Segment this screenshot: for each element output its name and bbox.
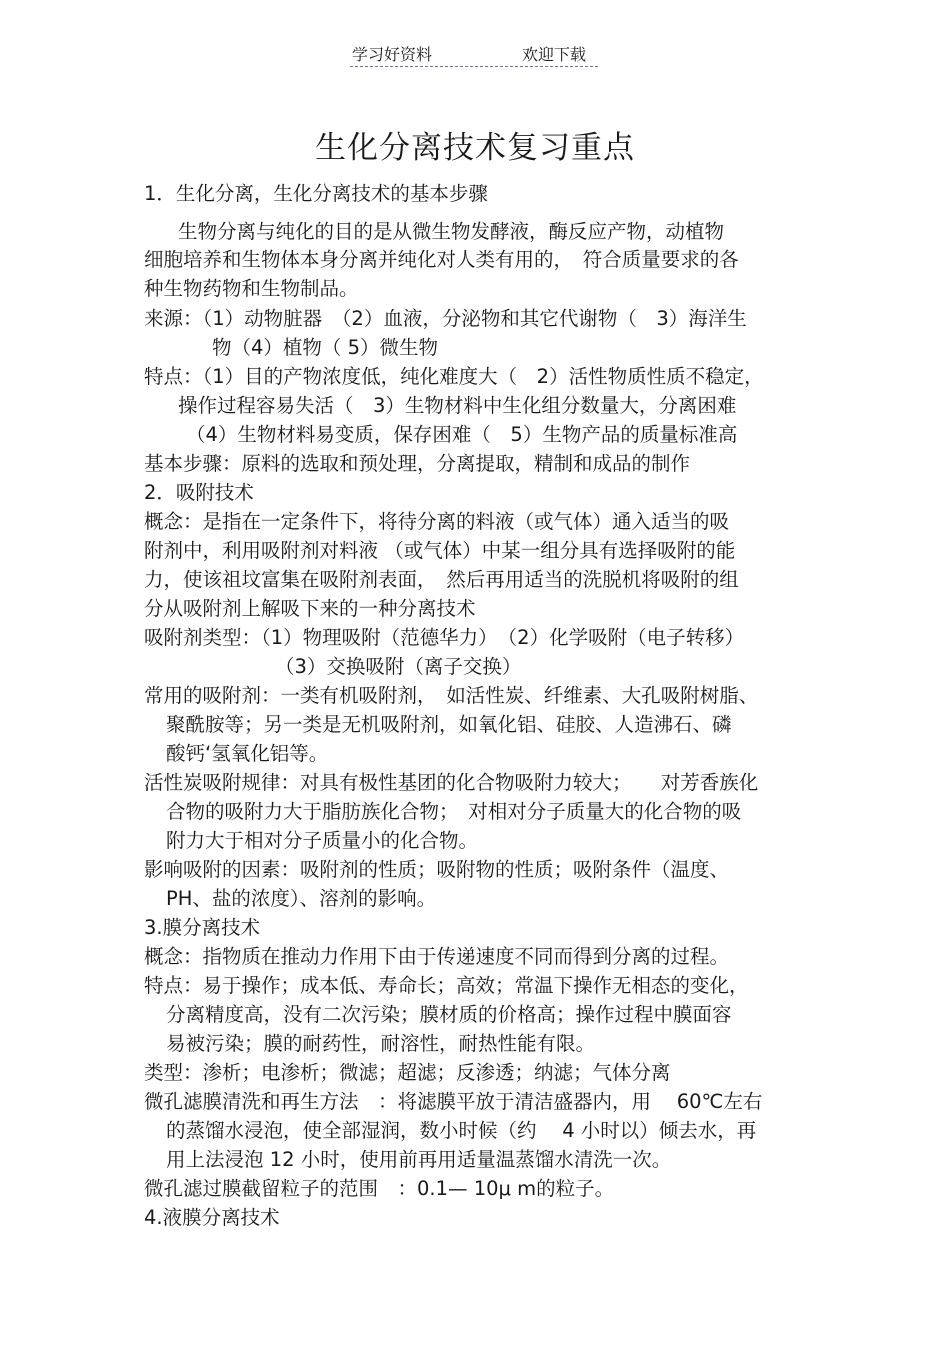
text-line: 基本步骤：原料的选取和预处理，分离提取，精制和成品的制作 xyxy=(144,452,691,475)
text-line: 用上法浸泡 12 小时，使用前再用适量温蒸馏水清洗一次。 xyxy=(166,1148,672,1171)
text-line: 操作过程容易失活（ 3）生物材料中生化组分数量大，分离困难 xyxy=(178,394,737,417)
section-heading-1: 1．生化分离，生化分离技术的基本步骤 xyxy=(144,182,488,205)
text-line: 类型：渗析；电渗析；微滤；超滤；反渗透；纳滤；气体分离 xyxy=(144,1061,671,1084)
text-line: 力，使该祖坟富集在吸附剂表面， 然后再用适当的洗脱机将吸附的组 xyxy=(144,568,739,591)
document-title: 生化分离技术复习重点 xyxy=(315,130,635,166)
header-left-text: 学习好资料 xyxy=(352,45,433,64)
page-header xyxy=(350,42,598,67)
text-line: 物（4）植物（ 5）微生物 xyxy=(212,336,439,359)
text-line: （4）生物材料易变质，保存困难（ 5）生物产品的质量标准高 xyxy=(186,423,738,446)
text-line: PH、盐的浓度）、溶剂的影响。 xyxy=(166,887,437,910)
text-line: 生物分离与纯化的目的是从微生物发酵液，酶反应产物，动植物 xyxy=(178,220,725,243)
text-line: 附剂中，利用吸附剂对料液 （或气体）中某一组分具有选择吸附的能 xyxy=(144,539,736,562)
text-line: 附力大于相对分子质量小的化合物。 xyxy=(166,829,479,852)
text-line: 分离精度高，没有二次污染；膜材质的价格高；操作过程中膜面容 xyxy=(166,1003,732,1026)
text-line: 聚酰胺等；另一类是无机吸附剂，如氧化铝、硅胶、人造沸石、磷 xyxy=(166,713,732,736)
text-line: （3）交换吸附（离子交换） xyxy=(275,655,522,678)
section-heading-2: 2．吸附技术 xyxy=(144,481,254,504)
text-line: 种生物药物和生物制品。 xyxy=(144,277,359,300)
text-line: 吸附剂类型：（1）物理吸附（范德华力） （2）化学吸附（电子转移） xyxy=(144,626,745,649)
text-line: 分从吸附剂上解吸下来的一种分离技术 xyxy=(144,597,476,620)
header-right-text: 欢迎下载 xyxy=(522,45,587,64)
text-line: 微孔滤膜清洗和再生方法 ：将滤膜平放于清洁盛器内，用 60℃左右 xyxy=(144,1090,763,1113)
text-line: 细胞培养和生物体本身分离并纯化对人类有用的， 符合质量要求的各 xyxy=(144,248,739,271)
text-line: 酸钙‘氢氧化铝等。 xyxy=(166,742,329,765)
text-line: 概念：是指在一定条件下，将待分离的料液（或气体）通入适当的吸 xyxy=(144,510,730,533)
section-heading-4: 4.液膜分离技术 xyxy=(144,1206,280,1229)
text-line: 影响吸附的因素：吸附剂的性质；吸附物的性质；吸附条件（温度、 xyxy=(144,858,730,881)
text-line: 易被污染；膜的耐药性，耐溶性，耐热性能有限。 xyxy=(166,1032,596,1055)
text-line: 合物的吸附力大于脂肪族化合物； 对相对分子质量大的化合物的吸 xyxy=(166,800,742,823)
text-line: 的蒸馏水浸泡，使全部湿润，数小时候（约 4 小时以）倾去水，再 xyxy=(166,1119,757,1142)
text-line: 特点：（1）目的产物浓度低，纯化难度大（ 2）活性物质性质不稳定， xyxy=(144,365,764,388)
text-line: 常用的吸附剂：一类有机吸附剂， 如活性炭、纤维素、大孔吸附树脂、 xyxy=(144,684,759,707)
section-heading-3: 3.膜分离技术 xyxy=(144,916,261,939)
text-line: 活性炭吸附规律：对具有极性基团的化合物吸附力较大； 对芳香族化 xyxy=(144,771,759,794)
text-line: 特点：易于操作；成本低、寿命长；高效；常温下操作无相态的变化， xyxy=(144,974,749,997)
text-line: 微孔滤过膜截留粒子的范围 ：0.1— 10μ m的粒子。 xyxy=(144,1177,615,1200)
text-line: 来源：（1）动物脏器 （2）血液，分泌物和其它代谢物（ 3）海洋生 xyxy=(144,307,747,330)
text-line: 概念：指物质在推动力作用下由于传递速度不同而得到分离的过程。 xyxy=(144,945,730,968)
